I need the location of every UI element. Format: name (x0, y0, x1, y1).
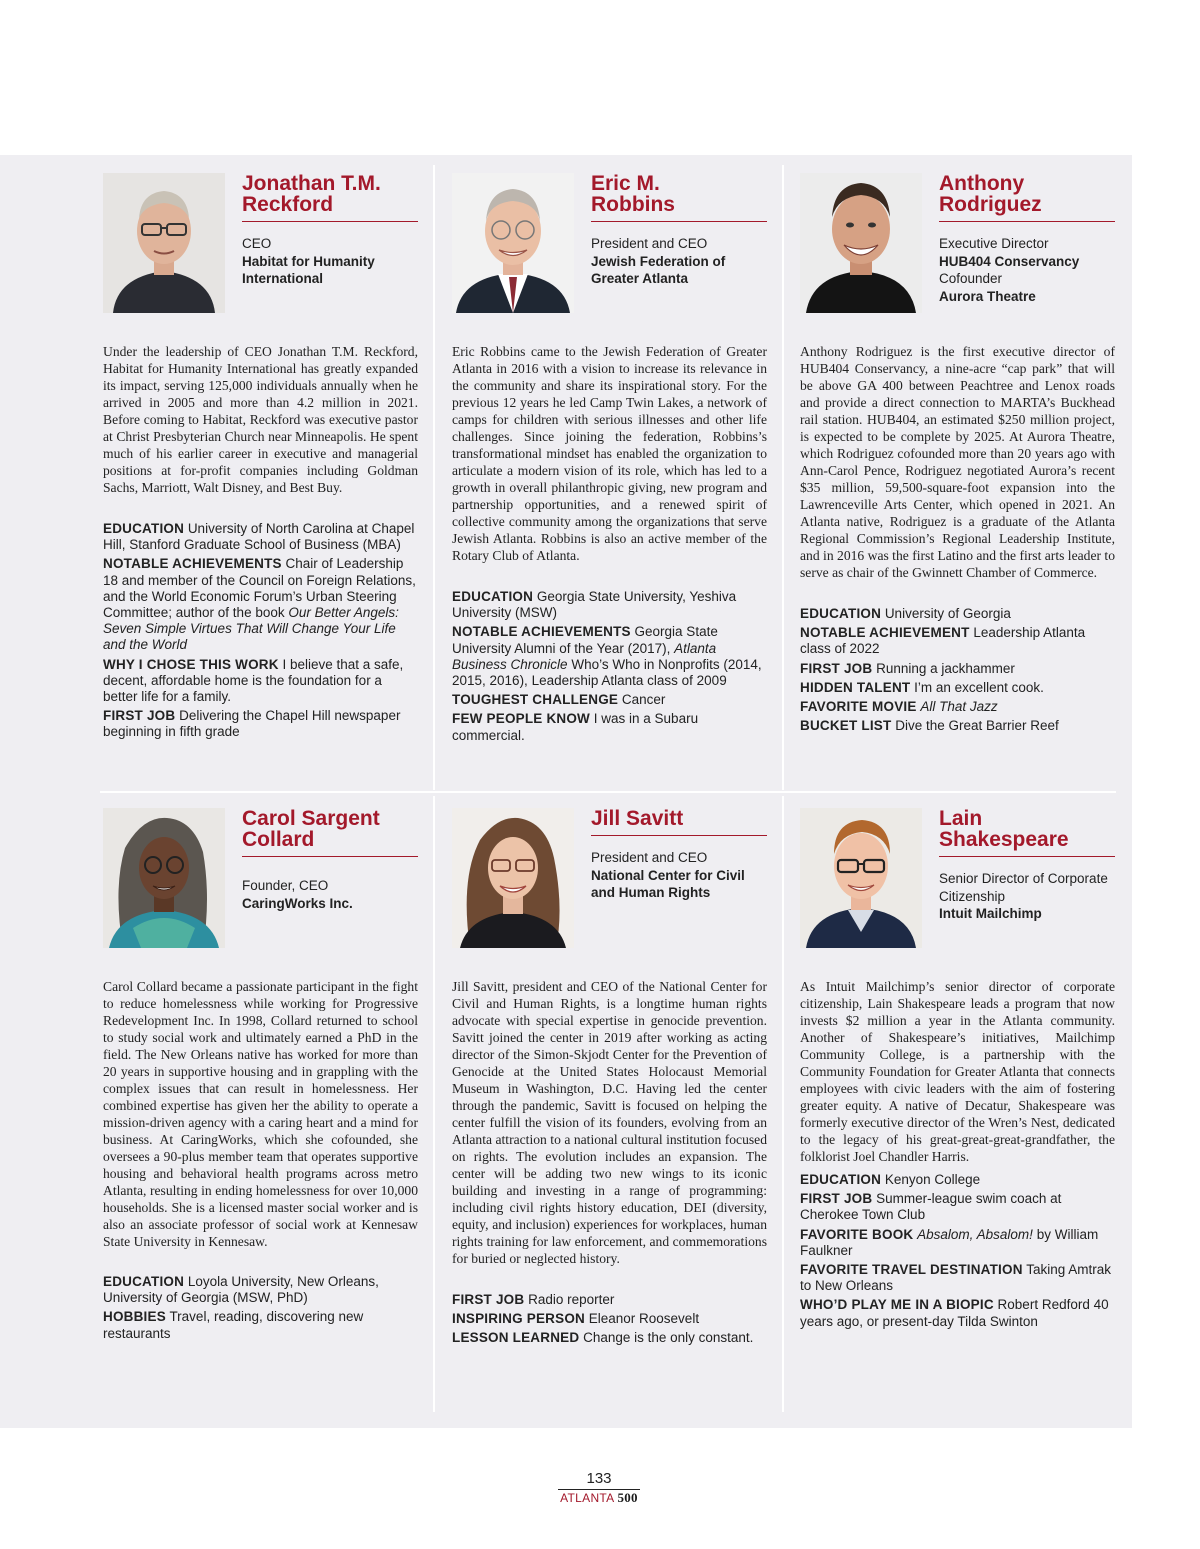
person-name: Lain Shakespeare (939, 808, 1115, 857)
portrait-photo (103, 173, 225, 313)
fact-few-people-know: FEW PEOPLE KNOW I was in a Subaru commercial. (452, 711, 699, 743)
profile-bio: Anthony Rodriguez is the first executive director of HUB404 Conservancy, a nine-acre “cap park” that will be above GA 400 between Peachtree and Lenox roads and provide a direct connection to MARTA’s Buckhead rail station. HUB404, an estimated $250 million project, is expected to be complete by 2025. At Aurora Theatre, which Rodriguez cofounded more than 20 years ago with Ann-Carol Pence, Rodriguez negotiated Aurora’s recent $35 million, 59,500-square-foot expansion into the Lawrenceville Arts Center, which opened in 2021. An Atlanta native, Rodriguez is a graduate of the Atlanta Regional Commission’s Regional Leadership Institute, and in 2016 was the first Latino and the first arts leader to serve as chair of the Gwinnett Chamber of Commerce. (800, 344, 1115, 580)
profile-bio: Carol Collard became a passionate participant in the fight to reduce homelessness while working for Progressive Redevelopment Inc. In 1998, Collard returned to school to study social work and ultimately earned a PhD in the field. The New Orleans native has worked for more than 20 years in supportive housing and in grappling with the complex issues that can result in homelessness. Her combined expertise has given her the ability to operate a mission-driven agency with a caring heart and a mind for business. At CaringWorks, which she cofounded, she oversees a 90-plus member team that operates supportive housing and behavioral health programs across metro Atlanta, resulting in ending homelessness for over 10,000 households. She is a licensed master social worker and is also an associate professor of social work at Kennesaw State University in Kennesaw. (103, 979, 418, 1249)
fact-first-job: FIRST JOB Running a jackhammer (800, 660, 1015, 676)
person-name: Anthony Rodriguez (939, 173, 1115, 222)
page-number: 133 (558, 1470, 640, 1490)
profile-bio: Eric Robbins came to the Jewish Federation of Greater Atlanta in 2016 with a vision to increase its relevance in the community and share its inspirational story. For the previous 12 years he led Camp Twin Lakes, a network of camps for children with serious illnesses and other life challenges. Since joining the federation, Robbins’s transformational mindset has enabled the organization to articulate a modern vision of its role, which has led to a growth in overall philanthropic giving, new program and partnership opportunities, and a renewed spirit of collective community among the organizations that serve Jewish Atlanta. Robbins is also an active member of the Rotary Club of Atlanta. (452, 344, 767, 563)
person-title: Senior Director of Corporate Citizenship Intuit Mailchimp (939, 871, 1108, 921)
fact-bucket-list: BUCKET LIST Dive the Great Barrier Reef (800, 718, 1059, 734)
profile-facts (103, 1274, 418, 1345)
profile-facts (103, 521, 418, 744)
fact-favorite-travel: FAVORITE TRAVEL DESTINATION Taking Amtrak to New Orleans (800, 1262, 1111, 1294)
profile-bio: Jill Savitt, president and CEO of the National Center for Civil and Human Rights, is a longtime human rights advocate with special expertise in genocide prevention. Savitt joined the center in 2019 after working as acting director of the Simon-Skjodt Center for the Prevention of Genocide at the United States Holocaust Memorial Museum in Washington, D.C. Having led the center through the pandemic, Savitt is focused on helping the center fulfill the vision of its founders, evolving from an Atlanta attraction to a national cultural institution focused on rights. The evolution includes an expansion. The center will be adding two new wings to its iconic building and investing in a range of programming: including civil rights history education, DEI (diversity, equity, and inclusion) experiences for workplaces, human rights training for law enforcement, and commemorations for buried or neglected history. (452, 979, 767, 1266)
fact-why-i-chose: WHY I CHOSE THIS WORK I believe that a safe, decent, affordable home is the foundation for a better life for a family. (103, 656, 404, 705)
fact-biopic: WHO’D PLAY ME IN A BIOPIC Robert Redford 40 years ago, or present-day Tilda Swinton (800, 1297, 1109, 1329)
fact-lesson-learned: LESSON LEARNED Change is the only constant. (452, 1330, 754, 1346)
fact-inspiring-person: INSPIRING PERSON Eleanor Roosevelt (452, 1311, 700, 1327)
profile-facts (452, 1292, 767, 1350)
portrait-photo (800, 808, 922, 948)
person-title: CEO Habitat for Humanity International (242, 236, 375, 286)
profile-facts (452, 589, 767, 747)
portrait-photo (103, 808, 225, 948)
person-title: Founder, CEO CaringWorks Inc. (242, 878, 353, 911)
fact-hidden-talent: HIDDEN TALENT I’m an excellent cook. (800, 679, 1044, 695)
fact-education: EDUCATION Georgia State University, Yeshiva University (MSW) (452, 589, 737, 621)
fact-first-job: FIRST JOB Summer-league swim coach at Cherokee Town Club (800, 1191, 1062, 1223)
fact-notable-achievement: NOTABLE ACHIEVEMENT Leadership Atlanta class of 2022 (800, 625, 1086, 657)
fact-toughest-challenge: TOUGHEST CHALLENGE Cancer (452, 692, 666, 708)
column-divider (433, 796, 435, 1412)
person-title: President and CEO National Center for Civil and Human Rights (591, 850, 745, 900)
page-folio (558, 1470, 640, 1506)
fact-notable-achievements: NOTABLE ACHIEVEMENTS Chair of Leadership 18 and member of the Council on Foreign Relations, and the World Economic Forum’s Urban Steering Committee; author of the book Our Better Angels: Seven Simple Virtues That Will Change Your Life and the World (103, 556, 416, 653)
fact-education: EDUCATION University of North Carolina at Chapel Hill, Stanford Graduate School of Business (MBA) (103, 521, 415, 553)
person-title: Executive Director HUB404 Conservancy Cofounder Aurora Theatre (939, 236, 1080, 304)
fact-favorite-movie: FAVORITE MOVIE All That Jazz (800, 699, 998, 715)
column-divider (433, 165, 435, 790)
fact-first-job: FIRST JOB Delivering the Chapel Hill newspaper beginning in fifth grade (103, 708, 401, 740)
row-divider (100, 791, 1116, 793)
person-name: Carol Sargent Collard (242, 808, 418, 857)
portrait-photo (452, 808, 574, 948)
column-divider (782, 796, 784, 1412)
person-name: Jonathan T.M. Reckford (242, 173, 418, 222)
fact-education: EDUCATION University of Georgia (800, 606, 1011, 621)
column-divider (782, 165, 784, 790)
person-name: Eric M. Robbins (591, 173, 767, 222)
person-name: Jill Savitt (591, 808, 767, 836)
profile-facts (800, 606, 1115, 737)
portrait-photo (800, 173, 922, 313)
profile-bio: Under the leadership of CEO Jonathan T.M. Reckford, Habitat for Humanity International has greatly expanded its impact, serving 125,000 individuals annually when he arrived in 2005 and more than 4.2 million in 2021. Before coming to Habitat, Reckford was executive pastor at Christ Presbyterian Church near Minneapolis. He spent much of his earlier career in executive and managerial positions at for-profit companies including Goldman Sachs, Marriott, Walt Disney, and Best Buy. (103, 344, 418, 495)
fact-education: EDUCATION Kenyon College (800, 1172, 981, 1187)
person-title: President and CEO Jewish Federation of Greater Atlanta (591, 236, 726, 286)
portrait-photo (452, 173, 574, 313)
fact-hobbies: HOBBIES Travel, reading, discovering new restaurants (103, 1309, 364, 1341)
fact-favorite-book: FAVORITE BOOK Absalom, Absalom! by William Faulkner (800, 1226, 1099, 1258)
magazine-name: ATLANTA 500 (560, 1490, 638, 1505)
profile-facts (800, 1172, 1115, 1333)
fact-first-job: FIRST JOB Radio reporter (452, 1292, 615, 1307)
fact-notable-achievements: NOTABLE ACHIEVEMENTS Georgia State University Alumni of the Year (2017), Atlanta Business Chronicle Who’s Who in Nonprofits (2014, 2015, 2016), Leadership Atlanta class of 2009 (452, 624, 762, 689)
fact-education: EDUCATION Loyola University, New Orleans, University of Georgia (MSW, PhD) (103, 1274, 379, 1306)
profile-bio: As Intuit Mailchimp’s senior director of corporate citizenship, Lain Shakespeare leads a program that now invests $2 million a year in the Atlanta community. Another of Shakespeare’s initiatives, Mailchimp Community College, is a partnership with the Community Foundation for Greater Atlanta that connects employees with civic leaders with the aim of fostering greater equity. A native of Decatur, Shakespeare was formerly executive director of the Wren’s Nest, dedicated to the legacy of his great-great-great-grandfather, the folklorist Joel Chandler Harris. (800, 979, 1115, 1164)
